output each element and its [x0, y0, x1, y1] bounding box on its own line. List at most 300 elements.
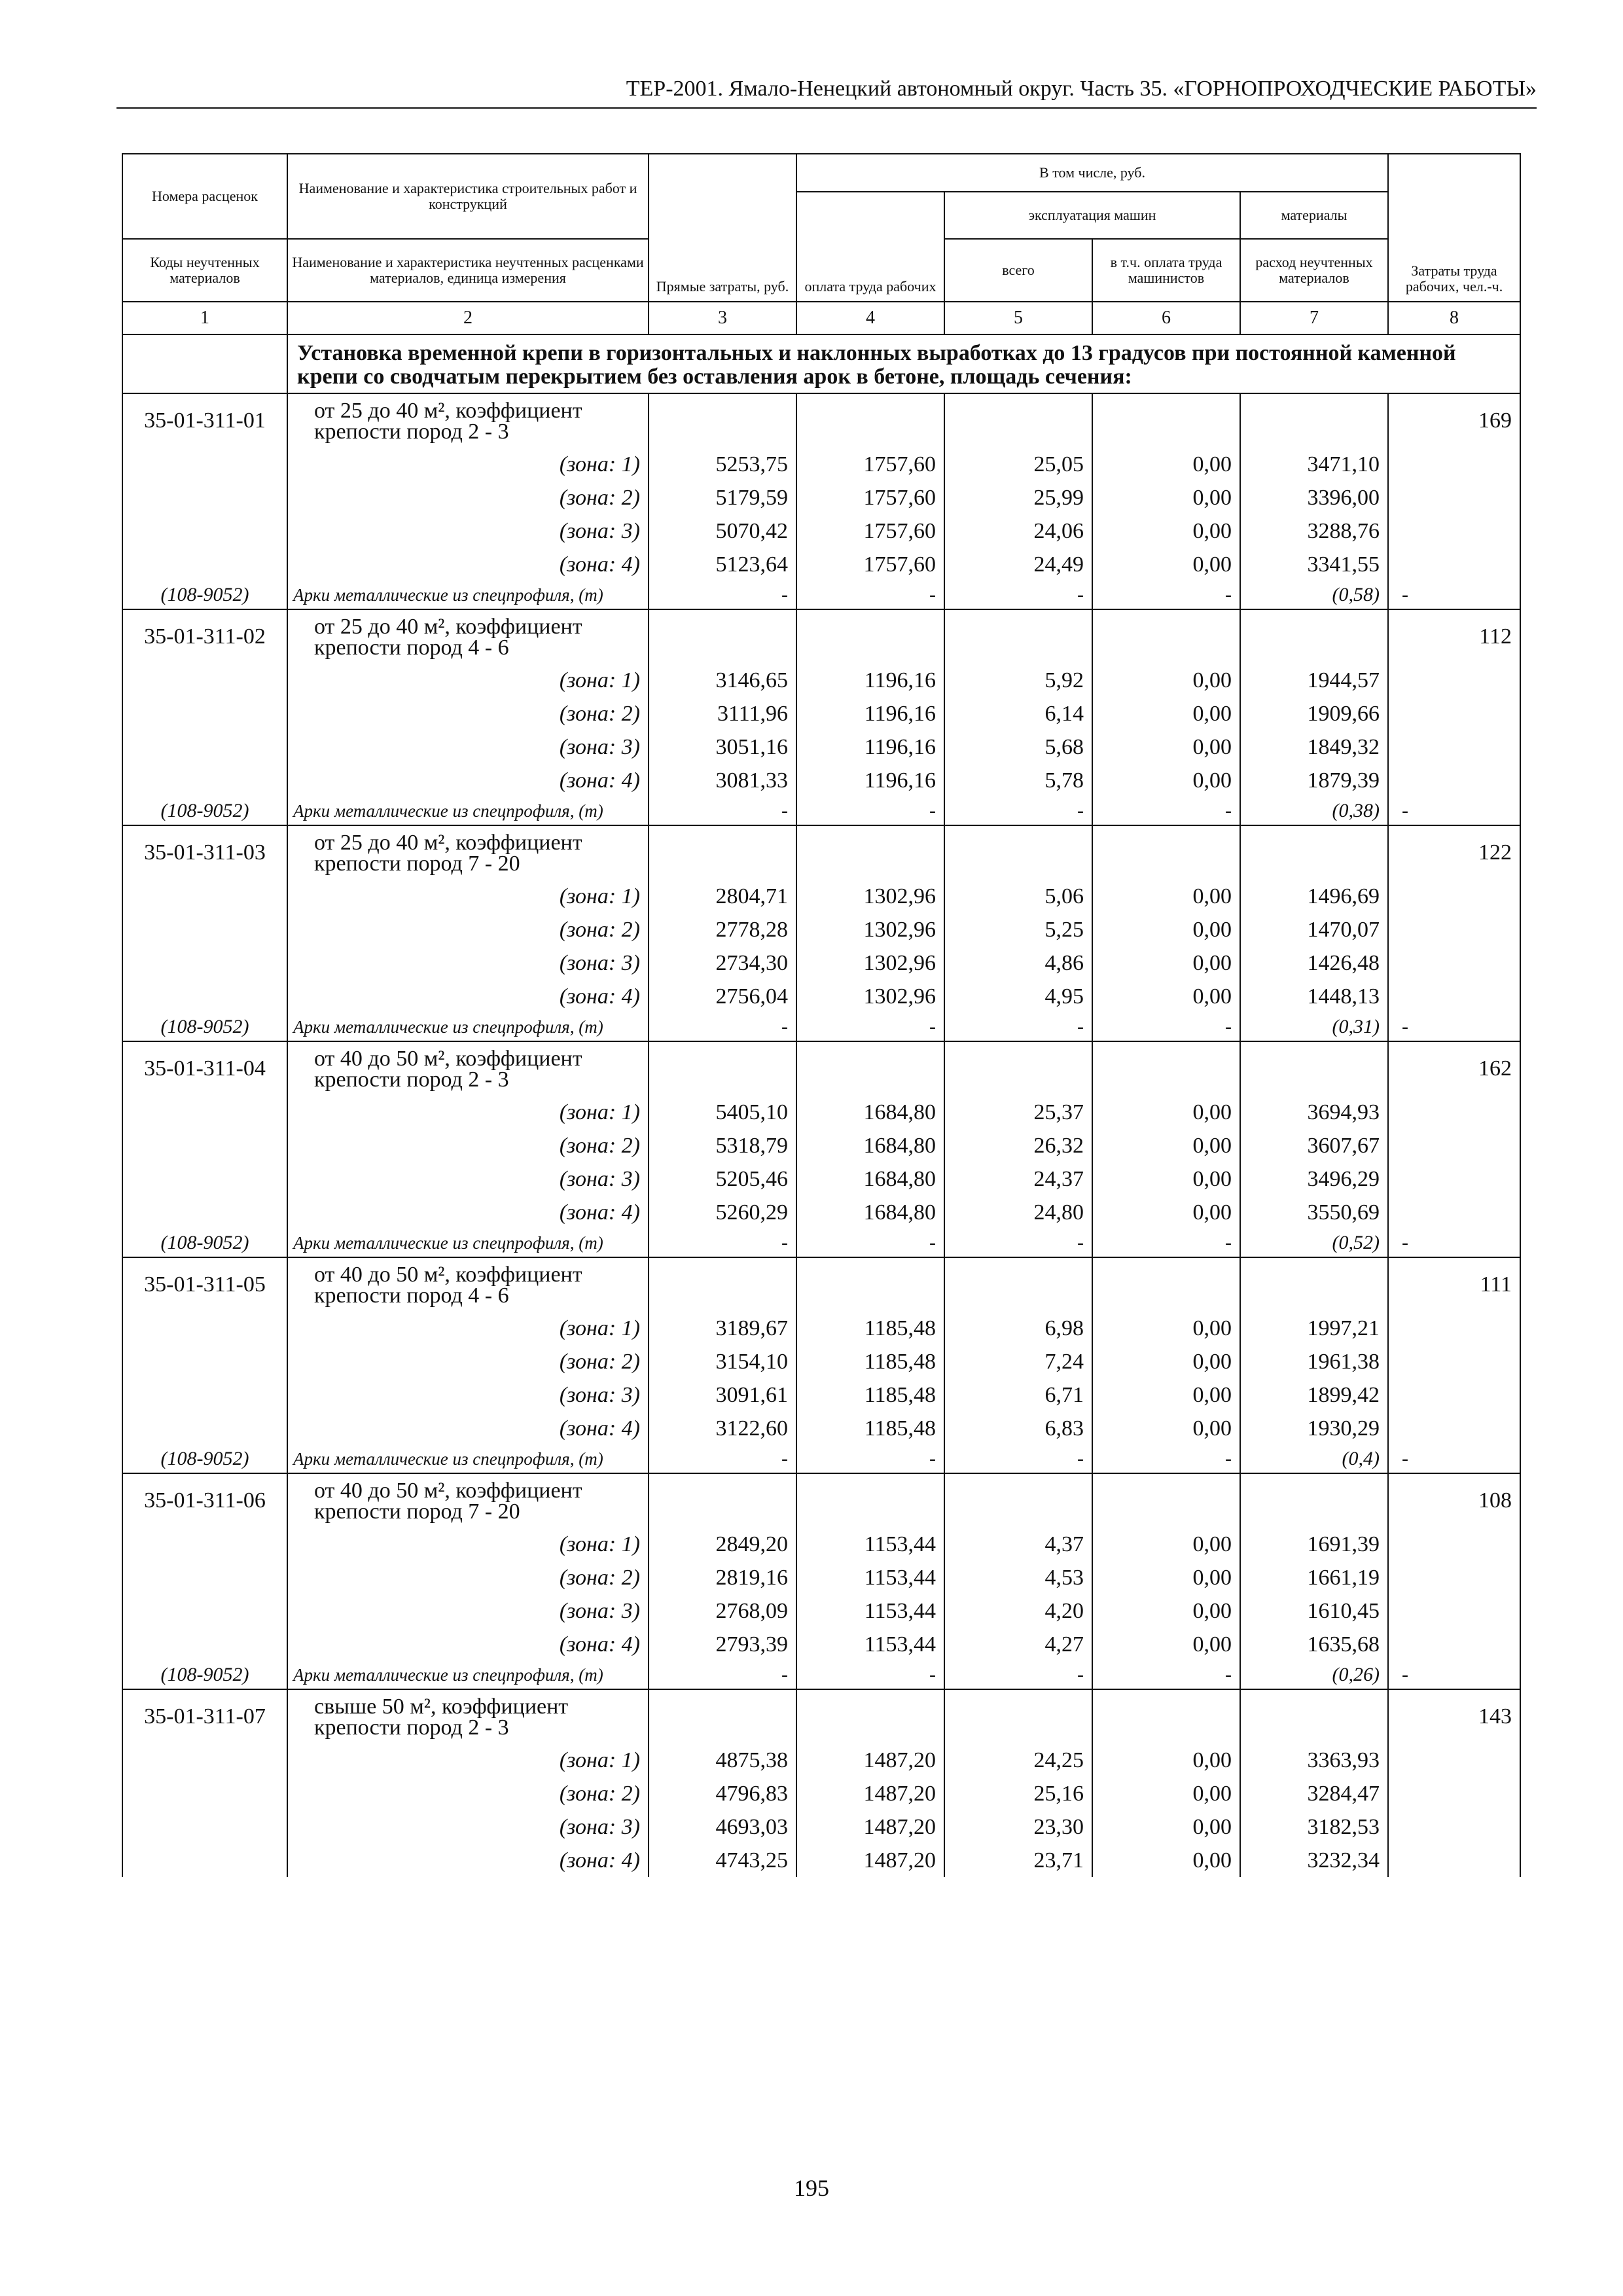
- zone-value: 0,00: [1092, 730, 1240, 764]
- zone-value: 3694,93: [1240, 1096, 1388, 1129]
- zone-value: 1684,80: [796, 1096, 944, 1129]
- zone-value: 1153,44: [796, 1561, 944, 1594]
- zone-value: 4,27: [944, 1628, 1092, 1661]
- empty-cell: [122, 980, 287, 1013]
- zone-label: (зона: 1): [287, 448, 649, 481]
- zone-value: 3550,69: [1240, 1196, 1388, 1229]
- empty-cell: [1388, 1561, 1520, 1594]
- material-dash: -: [649, 1229, 796, 1257]
- material-dash: -: [944, 1445, 1092, 1473]
- zone-row: [122, 764, 1520, 797]
- zone-label: (зона: 3): [287, 1810, 649, 1844]
- zone-value: 0,00: [1092, 1844, 1240, 1877]
- header-title: ТЕР-2001. Ямало-Ненецкий автономный округ. Часть 35. «ГОРНОПРОХОДЧЕСКИЕ РАБОТЫ»: [626, 77, 1537, 101]
- zone-value: 5,06: [944, 880, 1092, 913]
- zone-value: 1448,13: [1240, 980, 1388, 1013]
- empty-cell: [122, 481, 287, 514]
- zone-value: 0,00: [1092, 1312, 1240, 1345]
- zone-value: 26,32: [944, 1129, 1092, 1162]
- empty-cell: [122, 1345, 287, 1378]
- zone-value: 0,00: [1092, 1628, 1240, 1661]
- empty-cell: [122, 1129, 287, 1162]
- empty-cell: [1240, 1473, 1388, 1528]
- zone-value: 0,00: [1092, 1744, 1240, 1777]
- labor-cost: 143: [1388, 1689, 1520, 1744]
- zone-value: 1849,32: [1240, 730, 1388, 764]
- zone-value: 1487,20: [796, 1844, 944, 1877]
- zone-label: (зона: 3): [287, 1594, 649, 1628]
- empty-cell: [649, 1473, 796, 1528]
- column-number: 4: [796, 302, 944, 334]
- zone-row: [122, 1196, 1520, 1229]
- empty-cell: [1388, 1594, 1520, 1628]
- rate-row: [122, 1473, 1520, 1528]
- zone-value: 3189,67: [649, 1312, 796, 1345]
- empty-cell: [1240, 1689, 1388, 1744]
- material-code: (108-9052): [122, 1229, 287, 1257]
- rate-code: 35-01-311-04: [122, 1041, 287, 1096]
- zone-value: 24,25: [944, 1744, 1092, 1777]
- rate-row: [122, 1041, 1520, 1096]
- header-col2-top: Наименование и характеристика строительных работ и конструкций: [287, 154, 649, 239]
- zone-row: [122, 1129, 1520, 1162]
- zone-value: 3284,47: [1240, 1777, 1388, 1810]
- zone-value: 5318,79: [649, 1129, 796, 1162]
- zone-value: 25,16: [944, 1777, 1092, 1810]
- zone-value: 5205,46: [649, 1162, 796, 1196]
- material-name: Арки металлические из спецпрофиля, (т): [287, 1661, 649, 1689]
- rate-description: от 25 до 40 м², коэффициент крепости пород 2 - 3: [287, 393, 649, 448]
- empty-cell: [1092, 393, 1240, 448]
- empty-cell: [944, 825, 1092, 880]
- zone-value: 0,00: [1092, 664, 1240, 697]
- material-dash: -: [1092, 1229, 1240, 1257]
- zone-value: 1684,80: [796, 1129, 944, 1162]
- empty-cell: [122, 1412, 287, 1445]
- zone-value: 0,00: [1092, 1528, 1240, 1561]
- zone-value: 1185,48: [796, 1378, 944, 1412]
- empty-cell: [1388, 514, 1520, 548]
- zone-value: 5405,10: [649, 1096, 796, 1129]
- empty-cell: [649, 825, 796, 880]
- labor-cost: 162: [1388, 1041, 1520, 1096]
- zone-value: 0,00: [1092, 1412, 1240, 1445]
- zone-value: 3122,60: [649, 1412, 796, 1445]
- zone-row: [122, 1594, 1520, 1628]
- empty-cell: [944, 1473, 1092, 1528]
- zone-value: 0,00: [1092, 697, 1240, 730]
- material-dash: -: [796, 1661, 944, 1689]
- empty-cell: [1388, 1744, 1520, 1777]
- zone-value: 5123,64: [649, 548, 796, 581]
- rate-description: от 40 до 50 м², коэффициент крепости пород 2 - 3: [287, 1041, 649, 1096]
- zone-label: (зона: 2): [287, 913, 649, 946]
- empty-cell: [649, 609, 796, 664]
- empty-cell: [1388, 1096, 1520, 1129]
- header-col5: всего: [944, 239, 1092, 302]
- zone-value: 4,20: [944, 1594, 1092, 1628]
- section-title: Установка временной крепи в горизонтальных и наклонных выработках до 13 градусов при постоянной каменной крепи со сводчатым перекрытием без оставления арок в бетоне, площадь сечения:: [287, 334, 1520, 393]
- zone-value: 4,53: [944, 1561, 1092, 1594]
- material-dash: -: [649, 797, 796, 825]
- zone-value: 4796,83: [649, 1777, 796, 1810]
- rate-description: свыше 50 м², коэффициент крепости пород 2 - 3: [287, 1689, 649, 1744]
- empty-cell: [1388, 980, 1520, 1013]
- column-number: 8: [1388, 302, 1520, 334]
- material-dash: -: [944, 1661, 1092, 1689]
- zone-row: [122, 913, 1520, 946]
- zone-value: 0,00: [1092, 514, 1240, 548]
- header-col1-bottom: Коды неучтенных материалов: [122, 239, 287, 302]
- empty-cell: [1240, 825, 1388, 880]
- zone-row: [122, 1412, 1520, 1445]
- zone-label: (зона: 4): [287, 980, 649, 1013]
- zone-value: 5,92: [944, 664, 1092, 697]
- empty-cell: [796, 1689, 944, 1744]
- zone-value: 24,80: [944, 1196, 1092, 1229]
- material-row: [122, 1445, 1520, 1473]
- material-dash: -: [1092, 797, 1240, 825]
- empty-cell: [122, 1096, 287, 1129]
- zone-label: (зона: 1): [287, 880, 649, 913]
- zone-value: 1757,60: [796, 514, 944, 548]
- zone-label: (зона: 2): [287, 1345, 649, 1378]
- empty-cell: [122, 1378, 287, 1412]
- material-row: [122, 1013, 1520, 1041]
- column-numbers-row: [122, 302, 1520, 334]
- zone-value: 1185,48: [796, 1345, 944, 1378]
- empty-cell: [1092, 1257, 1240, 1312]
- zone-row: [122, 1744, 1520, 1777]
- empty-cell: [122, 1561, 287, 1594]
- material-dash: -: [649, 1013, 796, 1041]
- material-dash: -: [1388, 581, 1520, 609]
- empty-cell: [1388, 1345, 1520, 1378]
- material-dash: -: [944, 581, 1092, 609]
- zone-label: (зона: 1): [287, 1312, 649, 1345]
- empty-cell: [1388, 1412, 1520, 1445]
- zone-row: [122, 1628, 1520, 1661]
- zone-value: 4,37: [944, 1528, 1092, 1561]
- zone-row: [122, 448, 1520, 481]
- empty-cell: [1388, 880, 1520, 913]
- material-dash: -: [1092, 1445, 1240, 1473]
- zone-row: [122, 481, 1520, 514]
- zone-value: 0,00: [1092, 946, 1240, 980]
- zone-value: 1684,80: [796, 1162, 944, 1196]
- empty-cell: [1092, 825, 1240, 880]
- zone-value: 1661,19: [1240, 1561, 1388, 1594]
- rate-code: 35-01-311-01: [122, 393, 287, 448]
- material-dash: -: [1092, 1661, 1240, 1689]
- rate-code: 35-01-311-06: [122, 1473, 287, 1528]
- empty-cell: [1388, 1162, 1520, 1196]
- material-code: (108-9052): [122, 1445, 287, 1473]
- material-dash: -: [796, 1445, 944, 1473]
- zone-label: (зона: 3): [287, 514, 649, 548]
- empty-cell: [122, 1777, 287, 1810]
- zone-label: (зона: 4): [287, 1628, 649, 1661]
- empty-cell: [944, 609, 1092, 664]
- empty-cell: [796, 825, 944, 880]
- empty-cell: [1388, 697, 1520, 730]
- page-number: 195: [794, 2175, 829, 2201]
- material-name: Арки металлические из спецпрофиля, (т): [287, 1013, 649, 1041]
- zone-label: (зона: 3): [287, 946, 649, 980]
- zone-value: 1302,96: [796, 980, 944, 1013]
- zone-value: 3146,65: [649, 664, 796, 697]
- material-name: Арки металлические из спецпрофиля, (т): [287, 1229, 649, 1257]
- zone-value: 2793,39: [649, 1628, 796, 1661]
- zone-value: 2819,16: [649, 1561, 796, 1594]
- empty-cell: [1388, 1312, 1520, 1345]
- material-code: (108-9052): [122, 1013, 287, 1041]
- header-group-materials: материалы: [1240, 192, 1388, 239]
- empty-cell: [122, 1594, 287, 1628]
- empty-cell: [1388, 946, 1520, 980]
- empty-cell: [649, 1041, 796, 1096]
- empty-cell: [796, 1473, 944, 1528]
- rate-row: [122, 1257, 1520, 1312]
- column-number: 1: [122, 302, 287, 334]
- zone-value: 1196,16: [796, 697, 944, 730]
- zone-value: 1196,16: [796, 664, 944, 697]
- empty-cell: [122, 1810, 287, 1844]
- zone-label: (зона: 3): [287, 1378, 649, 1412]
- zone-value: 2734,30: [649, 946, 796, 980]
- empty-cell: [122, 1528, 287, 1561]
- zone-label: (зона: 1): [287, 664, 649, 697]
- zone-value: 5253,75: [649, 448, 796, 481]
- zone-value: 1153,44: [796, 1628, 944, 1661]
- zone-row: [122, 980, 1520, 1013]
- zone-row: [122, 1777, 1520, 1810]
- zone-value: 5260,29: [649, 1196, 796, 1229]
- empty-cell: [796, 609, 944, 664]
- rate-code: 35-01-311-03: [122, 825, 287, 880]
- zone-value: 5,25: [944, 913, 1092, 946]
- header-group-machines: эксплуатация машин: [944, 192, 1240, 239]
- material-name: Арки металлические из спецпрофиля, (т): [287, 1445, 649, 1473]
- zone-value: 0,00: [1092, 481, 1240, 514]
- rate-row: [122, 825, 1520, 880]
- zone-value: 24,37: [944, 1162, 1092, 1196]
- zone-label: (зона: 1): [287, 1744, 649, 1777]
- material-dash: -: [1388, 1445, 1520, 1473]
- header-col8: Затраты труда рабочих, чел.-ч.: [1388, 154, 1520, 302]
- empty-cell: [1092, 1689, 1240, 1744]
- zone-value: 25,05: [944, 448, 1092, 481]
- labor-cost: 112: [1388, 609, 1520, 664]
- rate-description: от 25 до 40 м², коэффициент крепости пород 4 - 6: [287, 609, 649, 664]
- zone-label: (зона: 4): [287, 1196, 649, 1229]
- zone-value: 3091,61: [649, 1378, 796, 1412]
- zone-value: 0,00: [1092, 1594, 1240, 1628]
- header-col2-bottom: Наименование и характеристика неучтенных расценками материалов, единица измерения: [287, 239, 649, 302]
- zone-label: (зона: 2): [287, 1561, 649, 1594]
- zone-row: [122, 1345, 1520, 1378]
- zone-value: 2804,71: [649, 880, 796, 913]
- zone-value: 0,00: [1092, 448, 1240, 481]
- material-dash: -: [944, 797, 1092, 825]
- column-number: 3: [649, 302, 796, 334]
- zone-value: 1610,45: [1240, 1594, 1388, 1628]
- zone-value: 2768,09: [649, 1594, 796, 1628]
- empty-cell: [122, 730, 287, 764]
- empty-cell: [1388, 730, 1520, 764]
- empty-cell: [122, 448, 287, 481]
- empty-cell: [122, 514, 287, 548]
- empty-cell: [649, 393, 796, 448]
- zone-value: 1899,42: [1240, 1378, 1388, 1412]
- zone-value: 1496,69: [1240, 880, 1388, 913]
- rate-description: от 25 до 40 м², коэффициент крепости пород 7 - 20: [287, 825, 649, 880]
- material-name: Арки металлические из спецпрофиля, (т): [287, 797, 649, 825]
- zone-value: 4,95: [944, 980, 1092, 1013]
- empty-cell: [944, 393, 1092, 448]
- material-qty: (0,58): [1240, 581, 1388, 609]
- empty-cell: [1388, 548, 1520, 581]
- empty-cell: [944, 1041, 1092, 1096]
- zone-label: (зона: 4): [287, 1844, 649, 1877]
- zone-value: 3051,16: [649, 730, 796, 764]
- labor-cost: 108: [1388, 1473, 1520, 1528]
- empty-cell: [796, 393, 944, 448]
- zone-value: 5179,59: [649, 481, 796, 514]
- zone-label: (зона: 3): [287, 730, 649, 764]
- material-dash: -: [1388, 1661, 1520, 1689]
- zone-value: 0,00: [1092, 1196, 1240, 1229]
- zone-value: 3154,10: [649, 1345, 796, 1378]
- material-dash: -: [796, 1013, 944, 1041]
- zone-value: 1757,60: [796, 548, 944, 581]
- zone-value: 0,00: [1092, 913, 1240, 946]
- empty-cell: [122, 1162, 287, 1196]
- zone-row: [122, 697, 1520, 730]
- labor-cost: 122: [1388, 825, 1520, 880]
- material-code: (108-9052): [122, 1661, 287, 1689]
- empty-cell: [122, 1628, 287, 1661]
- header-col4: оплата труда рабочих: [796, 192, 944, 302]
- empty-cell: [1388, 764, 1520, 797]
- labor-cost: 111: [1388, 1257, 1520, 1312]
- zone-label: (зона: 2): [287, 1777, 649, 1810]
- material-qty: (0,38): [1240, 797, 1388, 825]
- zone-value: 1691,39: [1240, 1528, 1388, 1561]
- header-col3: Прямые затраты, руб.: [649, 154, 796, 302]
- zone-value: 1879,39: [1240, 764, 1388, 797]
- zone-row: [122, 1096, 1520, 1129]
- zone-value: 1961,38: [1240, 1345, 1388, 1378]
- empty-cell: [1388, 1844, 1520, 1877]
- column-number: 6: [1092, 302, 1240, 334]
- zone-row: [122, 946, 1520, 980]
- zone-value: 3496,29: [1240, 1162, 1388, 1196]
- zone-row: [122, 664, 1520, 697]
- zone-value: 0,00: [1092, 980, 1240, 1013]
- zone-value: 0,00: [1092, 1129, 1240, 1162]
- zone-value: 6,14: [944, 697, 1092, 730]
- material-qty: (0,52): [1240, 1229, 1388, 1257]
- zone-value: 1909,66: [1240, 697, 1388, 730]
- zone-row: [122, 1162, 1520, 1196]
- zone-value: 23,71: [944, 1844, 1092, 1877]
- material-dash: -: [796, 581, 944, 609]
- empty-cell: [944, 1689, 1092, 1744]
- zone-value: 4693,03: [649, 1810, 796, 1844]
- zone-label: (зона: 1): [287, 1528, 649, 1561]
- zone-value: 1930,29: [1240, 1412, 1388, 1445]
- empty-cell: [796, 1041, 944, 1096]
- zone-value: 24,06: [944, 514, 1092, 548]
- empty-cell: [122, 1196, 287, 1229]
- material-dash: -: [1092, 1013, 1240, 1041]
- zone-value: 24,49: [944, 548, 1092, 581]
- zone-row: [122, 1378, 1520, 1412]
- zone-value: 0,00: [1092, 1162, 1240, 1196]
- zone-value: 1302,96: [796, 913, 944, 946]
- zone-value: 23,30: [944, 1810, 1092, 1844]
- empty-cell: [1092, 1041, 1240, 1096]
- empty-cell: [1388, 1777, 1520, 1810]
- rate-code: 35-01-311-02: [122, 609, 287, 664]
- zone-row: [122, 1810, 1520, 1844]
- material-row: [122, 1229, 1520, 1257]
- zone-value: 1684,80: [796, 1196, 944, 1229]
- zone-value: 1487,20: [796, 1777, 944, 1810]
- empty-cell: [1240, 1257, 1388, 1312]
- zone-value: 1757,60: [796, 448, 944, 481]
- zone-value: 0,00: [1092, 1378, 1240, 1412]
- zone-value: 3081,33: [649, 764, 796, 797]
- empty-cell: [1240, 1041, 1388, 1096]
- zone-value: 6,71: [944, 1378, 1092, 1412]
- zone-value: 1635,68: [1240, 1628, 1388, 1661]
- material-dash: -: [649, 1661, 796, 1689]
- zone-value: 0,00: [1092, 1777, 1240, 1810]
- material-dash: -: [944, 1229, 1092, 1257]
- zone-value: 1426,48: [1240, 946, 1388, 980]
- material-dash: -: [796, 797, 944, 825]
- rate-code: 35-01-311-05: [122, 1257, 287, 1312]
- zone-row: [122, 730, 1520, 764]
- empty-cell: [1388, 1628, 1520, 1661]
- rates-table: [122, 153, 1521, 1877]
- labor-cost: 169: [1388, 393, 1520, 448]
- zone-value: 1997,21: [1240, 1312, 1388, 1345]
- rate-description: от 40 до 50 м², коэффициент крепости пород 7 - 20: [287, 1473, 649, 1528]
- empty-cell: [796, 1257, 944, 1312]
- material-row: [122, 581, 1520, 609]
- zone-value: 3396,00: [1240, 481, 1388, 514]
- column-number: 5: [944, 302, 1092, 334]
- material-name: Арки металлические из спецпрофиля, (т): [287, 581, 649, 609]
- material-qty: (0,4): [1240, 1445, 1388, 1473]
- zone-value: 6,83: [944, 1412, 1092, 1445]
- header-col1-top: Номера расценок: [122, 154, 287, 239]
- material-qty: (0,26): [1240, 1661, 1388, 1689]
- material-dash: -: [649, 581, 796, 609]
- zone-value: 0,00: [1092, 548, 1240, 581]
- rate-row: [122, 609, 1520, 664]
- empty-cell: [944, 1257, 1092, 1312]
- zone-value: 4,86: [944, 946, 1092, 980]
- empty-cell: [1240, 393, 1388, 448]
- rate-row: [122, 393, 1520, 448]
- empty-cell: [649, 1257, 796, 1312]
- zone-value: 1487,20: [796, 1744, 944, 1777]
- zone-value: 1487,20: [796, 1810, 944, 1844]
